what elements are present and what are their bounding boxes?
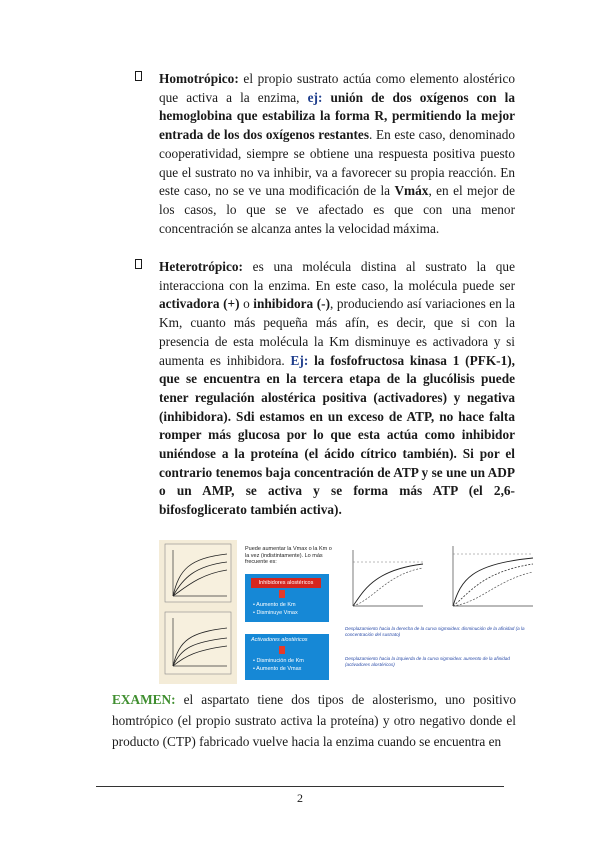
- homotropico-paragraph: [147, 70, 515, 238]
- heterotropico-activadora: activadora (+): [159, 296, 240, 312]
- heterotropico-ej: Ej:: [290, 352, 309, 368]
- exam-text: el aspartato tiene dos tipos de alosterismo, uno positivo homtrópico (el propio sustrato activa la proteína) y otro negativo donde el producto (CTP) fabricado vuelve hacia la enzima cuando se encuentra en: [112, 692, 516, 749]
- middle-plot-svg: [343, 544, 427, 620]
- homotropico-vmax: Vmáx: [394, 183, 429, 199]
- right-plot-svg: [441, 540, 537, 622]
- activators-panel: [245, 634, 329, 680]
- allosteric-figures: [159, 540, 537, 684]
- heterotropico-paragraph: [147, 258, 515, 520]
- inhibitors-label: Inhibidores alostéricos: [258, 580, 314, 586]
- homotropico-text-1: el propio sustrato actúa como elemento alostérico que activa a la enzima,: [159, 71, 515, 105]
- blue-panel: [245, 546, 337, 684]
- homotropico-text-3: , en el mejor de los casos, lo que se ve afectado es que con una menor concentración se alcanza antes la velocidad máxima.: [159, 183, 515, 236]
- inhibitors-label-box: [251, 578, 321, 588]
- homotropico-ej: ej:: [307, 89, 323, 105]
- heterotropico-text-2: , produciendo así variaciones en la Km, cuanto más pequeña más afín, es decir, que si con la presencia de esta molécula la Km disminuye es activadora y si aumenta es inhibidora.: [159, 296, 515, 368]
- exam-label: EXAMEN:: [112, 692, 176, 707]
- bullet-homotropico: [147, 70, 515, 238]
- note-left-shift: Desplazamiento hacia la izquierda de la curva sigmoidea: aumento de la afinidad (activadores alostéricos): [345, 656, 510, 667]
- bullet-heterotropico: [147, 258, 515, 520]
- bullet-box-icon: [135, 71, 142, 81]
- left-plots-svg: [159, 540, 237, 684]
- homotropico-example: unión de dos oxígenos con la hemoglobina que estabiliza la forma R, permitiendo la mejor entrada de los dos oxígenos restantes: [159, 89, 515, 143]
- heterotropico-inhibidora: inhibidora (-): [253, 296, 330, 312]
- homotropico-title: Homotrópico:: [159, 71, 239, 86]
- activators-item-1: • Disminución de Km: [253, 658, 304, 664]
- inhibitors-item-2: • Disminuye Vmax: [253, 610, 298, 616]
- exam-paragraph: [112, 689, 516, 752]
- footer-divider: [96, 786, 504, 787]
- bullet-box-icon: [135, 259, 142, 269]
- heterotropico-title: Heterotrópico:: [159, 259, 243, 274]
- panel-intro: Puede aumentar la Vmax o la Km o la vez (indistintamente). Lo más frecuente es:: [245, 546, 332, 565]
- left-plots-image: [159, 540, 237, 684]
- homotropico-text-2: . En este caso, denominado cooperatividad, siempre se obtiene una respuesta positiva puesto que el sustrato no va inhibir, va a favorecer su propia reacción. En este caso, no se ve una modificación de la: [159, 127, 515, 199]
- heterotropico-o: o: [239, 296, 254, 312]
- note-right-shift: Desplazamiento hacia la derecha de la curva sigmoidea: disminución de la afinidad (a la concentración del sustrato): [345, 626, 525, 637]
- up-arrow-icon: [279, 646, 285, 654]
- down-arrow-icon: [279, 590, 285, 598]
- heterotropico-example: la fosfofructosa kinasa 1 (PFK-1), que se encuentra en la tercera etapa de la glucólisis puede tener regulación alostérica positiva (activadores) y negativa (inhibidora). Sdi estamos en un exceso de ATP, no hace falta romper más glucosa por lo que esta actúa como inhibidor uniéndose a la proteína (el ácido cítrico también). Si por el contrario tenemos baja concentración de ATP y se une un ADP o un AMP, se activa y se forma más ATP (el 2,6-bifosfoglicerato también activa).: [159, 352, 515, 518]
- activators-label: Activadores alostéricos: [251, 637, 308, 643]
- inhibitors-item-1: • Aumento de Km: [253, 602, 296, 608]
- inhibitors-panel: [245, 574, 329, 622]
- heterotropico-text-1: es una molécula distina al sustrato la que interacciona con la enzima. En este caso, la molécula puede ser: [159, 259, 515, 293]
- right-plot: [441, 540, 537, 622]
- page-number: 2: [297, 791, 303, 805]
- middle-plot: [343, 544, 427, 620]
- activators-item-2: • Aumento de Vmax: [253, 666, 302, 672]
